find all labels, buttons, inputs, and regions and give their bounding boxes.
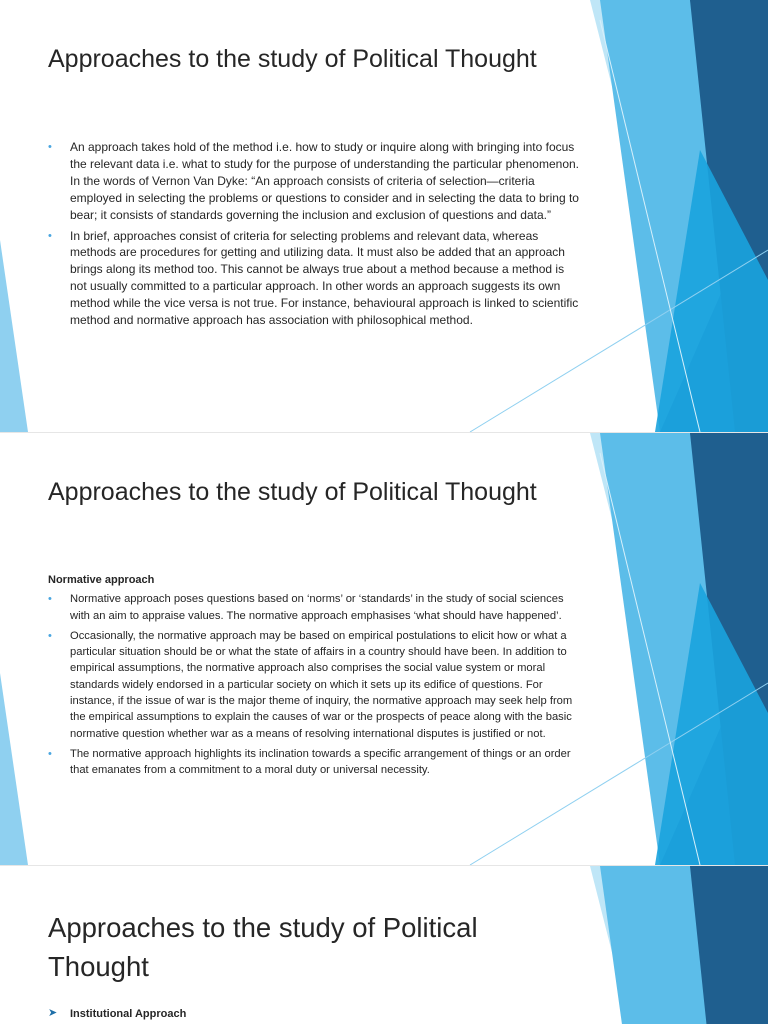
slide-title: Approaches to the study of Political Thought xyxy=(48,478,537,506)
bullet-list xyxy=(48,591,580,778)
bullet-text: The normative approach highlights its inclination towards a specific arrangement of things or an order that emanates from a commitment to a moral duty or universal necessity. xyxy=(70,747,571,777)
bullet-icon: • xyxy=(48,229,52,242)
deco-left-triangle xyxy=(0,240,28,432)
bullet-text: In brief, approaches consist of criteria for selecting problems and relevant data, whereas methods are procedures for getting and utilizing data. It must also be added that an approach brings along its method too. This cannot be always true about a method because a method is not usually committed to a particular approach. In other words an approach suggests its own method while the vice versa is not true. For instance, behavioural approach is linked to scientific method and normative approach has association with philosophical method. xyxy=(70,228,579,328)
slide-1 xyxy=(0,0,768,432)
slide-2 xyxy=(0,433,768,865)
bullet-text: Normative approach poses questions based on ‘norms’ or ‘standards’ in the study of social sciences with an aim to appraise values. The normative approach emphasises ‘what should have happened’. xyxy=(70,593,564,622)
slide-body xyxy=(48,1006,580,1024)
bullet-icon: • xyxy=(48,593,52,606)
slide-body xyxy=(48,572,580,783)
slide-title: Approaches to the study of Political Thought xyxy=(48,45,537,73)
bullet-list xyxy=(48,1006,580,1023)
bullet-list xyxy=(48,139,580,329)
section-heading: Normative approach xyxy=(48,574,155,586)
arrow-bullet-icon: ➤ xyxy=(48,1007,58,1019)
list-item xyxy=(48,591,580,624)
bullet-icon: • xyxy=(48,747,52,760)
slide-body xyxy=(48,139,580,333)
section-heading: Institutional Approach xyxy=(70,1008,187,1020)
bullet-text: An approach takes hold of the method i.e. how to study or inquire along with bringing into focus the relevant data i.e. what to study for the purpose of understanding the particular phenomenon. In the words of Vernon Van Dyke: “An approach consists of criteria of selection—criteria employed in selecting the problems or questions to consider and in selecting the data to bring to bear; it consists of standards governing the inclusion and exclusion of questions and data.” xyxy=(70,140,579,222)
bullet-icon: • xyxy=(48,629,52,642)
bullet-text: Occasionally, the normative approach may be based on empirical postulations to elicit how or what a particular situation should be or what the state of affairs in a country should have been. In addition to empirical assumptions, the normative approach also comprises the social value system or moral standards widely endorsed in a particular society on which it sets up its edifice of questions. For instance, if the issue of war is the major theme of inquiry, the normative approach may seek help from the empirical assumptions to explain the causes of war or the prospects of peace along with the basic normative question whether war as a means of resolving international disputes is justified or not. xyxy=(70,629,573,740)
bullet-icon: • xyxy=(48,141,52,153)
list-item xyxy=(48,628,580,742)
list-item xyxy=(48,228,580,329)
slide-3 xyxy=(0,866,768,1024)
list-item xyxy=(48,139,580,224)
list-item xyxy=(48,746,580,779)
list-item xyxy=(48,1006,580,1023)
deco-left-triangle xyxy=(0,673,28,865)
slide-title: Approaches to the study of Political Thought xyxy=(48,912,478,982)
